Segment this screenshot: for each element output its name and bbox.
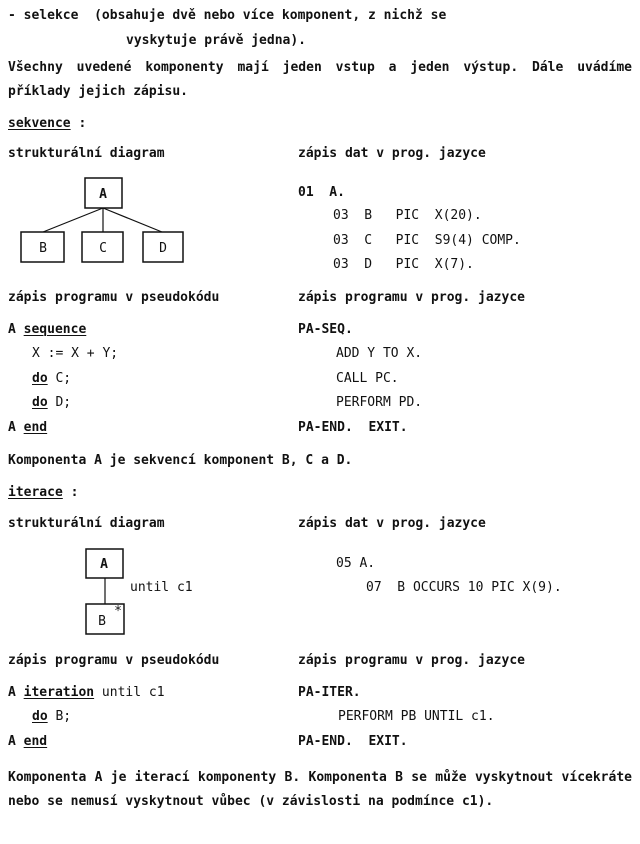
- sequence-data-label: zápis dat v prog. jazyce: [298, 146, 486, 161]
- iter-pseudo-l3-prefix: A: [8, 734, 24, 749]
- iter-prog-line-3: PA-END. EXIT.: [298, 734, 408, 749]
- node-label-c: C: [99, 241, 107, 256]
- iter-pseudo-line-2: [32, 709, 71, 725]
- iter-prog-line-1: PA-ITER.: [298, 685, 361, 700]
- seq-pseudo-l5-keyword: end: [23, 420, 48, 435]
- seq-pseudo-l1-keyword: sequence: [23, 322, 87, 337]
- seq-pseudo-l1-prefix: A: [8, 322, 24, 337]
- seq-data-line-3: 03 C PIC S9(4) COMP.: [333, 233, 521, 248]
- iteration-prog-label: zápis programu v prog. jazyce: [298, 653, 525, 668]
- iter-pseudo-l1-prefix: A: [8, 685, 24, 700]
- node-label-d: D: [159, 241, 167, 256]
- iter-node-star: *: [114, 604, 122, 619]
- iteration-heading: [8, 485, 78, 501]
- sequence-prog-label: zápis programu v prog. jazyce: [298, 290, 525, 305]
- seq-data-line-4: 03 D PIC X(7).: [333, 257, 474, 272]
- seq-pseudo-line-2: X := X + Y;: [32, 346, 119, 361]
- iter-data-line-2: 07 B OCCURS 10 PIC X(9).: [366, 580, 562, 595]
- node-label-b: B: [39, 241, 47, 256]
- seq-pseudo-l3-rest: C;: [47, 371, 72, 386]
- iteration-diagram-label: strukturální diagram: [8, 516, 165, 531]
- sequence-pseudo-label: zápis programu v pseudokódu: [8, 290, 220, 305]
- selekce-line-2: vyskytuje právě jedna).: [126, 33, 307, 48]
- iter-pseudo-l1-keyword: iteration: [23, 685, 95, 700]
- seq-pseudo-l4-rest: D;: [47, 395, 72, 410]
- iter-pseudo-l2-keyword: do: [32, 709, 48, 724]
- seq-prog-line-2: ADD Y TO X.: [336, 346, 423, 361]
- iteration-condition: until c1: [130, 580, 193, 595]
- sequence-heading-word: sekvence: [8, 116, 71, 131]
- iteration-data-label: zápis dat v prog. jazyce: [298, 516, 486, 531]
- iter-node-label-a: A: [100, 557, 108, 572]
- selekce-line-1: - selekce (obsahuje dvě nebo více komponent, z nichž se: [8, 8, 447, 23]
- iter-node-label-b: B: [98, 614, 106, 629]
- seq-prog-line-1: PA-SEQ.: [298, 322, 353, 337]
- edge-a-d: [103, 208, 162, 232]
- iter-pseudo-line-1: [8, 685, 165, 701]
- sequence-diagram-label: strukturální diagram: [8, 146, 165, 161]
- seq-data-line-2: 03 B PIC X(20).: [333, 208, 482, 223]
- iter-pseudo-l3-keyword: end: [23, 734, 48, 749]
- seq-pseudo-l3-keyword: do: [32, 371, 48, 386]
- seq-prog-line-5: PA-END. EXIT.: [298, 420, 408, 435]
- seq-pseudo-line-5: [8, 420, 47, 436]
- sequence-heading-suffix: :: [70, 116, 87, 131]
- seq-pseudo-l4-keyword: do: [32, 395, 48, 410]
- iter-pseudo-line-3: [8, 734, 47, 750]
- seq-data-line-1: 01 A.: [298, 185, 345, 200]
- edge-a-b: [43, 208, 103, 232]
- iter-prog-line-2: PERFORM PB UNTIL c1.: [338, 709, 495, 724]
- intro-paragraph: Všechny uvedené komponenty mají jeden vstup a jeden výstup. Dále uvádíme příklady jejich zápisu.: [8, 60, 632, 99]
- iteration-summary: Komponenta A je iterací komponenty B. Komponenta B se může vyskytnout vícekráte nebo se nemusí vyskytnout vůbec (v závislosti na podmínce c1).: [8, 770, 632, 809]
- iteration-heading-suffix: :: [62, 485, 79, 500]
- sequence-summary: Komponenta A je sekvencí komponent B, C a D.: [8, 453, 353, 468]
- seq-pseudo-line-3: [32, 371, 71, 387]
- seq-pseudo-line-1: [8, 322, 86, 338]
- iteration-heading-word: iterace: [8, 485, 63, 500]
- seq-prog-line-3: CALL PC.: [336, 371, 399, 386]
- iteration-diagram: [86, 549, 124, 634]
- iter-data-line-1: 05 A.: [336, 556, 376, 571]
- seq-pseudo-line-4: [32, 395, 71, 411]
- iteration-pseudo-label: zápis programu v pseudokódu: [8, 653, 220, 668]
- iter-pseudo-l2-rest: B;: [47, 709, 72, 724]
- sequence-diagram: [21, 178, 183, 262]
- node-label-a: A: [99, 187, 107, 202]
- seq-pseudo-l5-prefix: A: [8, 420, 24, 435]
- iter-pseudo-l1-rest: until c1: [94, 685, 165, 700]
- seq-prog-line-4: PERFORM PD.: [336, 395, 423, 410]
